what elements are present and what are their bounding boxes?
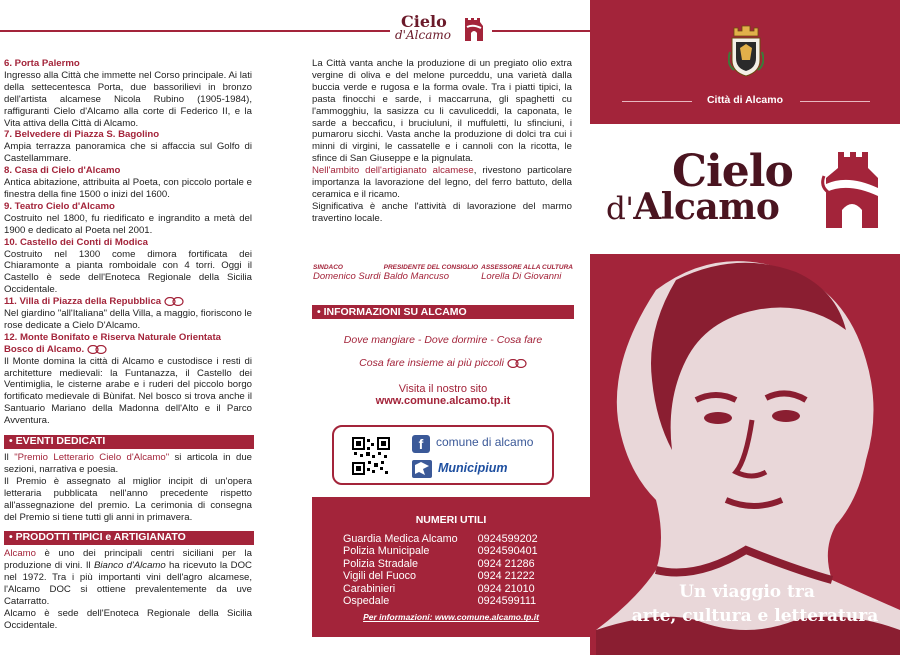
item-text: Costruito nel 1800, fu riedificato e ingrandito a metà del 1900 e dedicato al Poeta nel 2001.	[4, 212, 252, 236]
table-row: Ospedale 0924599111	[343, 595, 537, 608]
cover-tagline-1: Un viaggio tra	[679, 582, 815, 602]
facebook-label[interactable]: comune di alcamo	[436, 435, 534, 449]
itinerary-list	[4, 58, 252, 632]
panel-itinerary	[0, 0, 300, 655]
table-row: Guardia Medica Alcamo 0924599202	[343, 533, 538, 545]
website-callout	[312, 383, 574, 407]
table-row: Carabinieri 0924 21010	[343, 582, 535, 595]
official-council-president: PRESIDENTE DEL CONSIGLIO Baldo Mancuso	[383, 264, 479, 282]
products-text-1: Alcamo è uno dei principali centri siciliani per la produzione di vini. Il Bianco d'Alcamo ha ricevuto la DOC nel 1972. Tra i più importanti vini dell'agro alcamese, l'Alcamo DOC si ottiene prevalentemente da uve Catarratto.	[4, 548, 252, 607]
list-item	[4, 165, 252, 201]
item-title: 8. Casa di Cielo d'Alcamo	[4, 165, 121, 177]
useful-numbers	[312, 497, 590, 637]
panel-info	[300, 0, 590, 655]
officials-row	[313, 264, 573, 282]
link-cosa-fare-piccoli[interactable]: Cosa fare insieme ai più piccoli	[359, 357, 504, 369]
table-row: Vigili del Fuoco 0924 21222	[343, 570, 535, 583]
products-text-2: Alcamo è sede dell'Enoteca Regionale della Sicilia Occidentale.	[4, 607, 252, 631]
theater-masks-icon	[507, 359, 527, 368]
link-dove-mangiare[interactable]: Dove mangiare	[343, 334, 415, 346]
list-item	[4, 201, 252, 237]
numbers-table	[343, 533, 544, 607]
table-row: Polizia Stradale 0924 21286	[343, 557, 535, 570]
link-cosa-fare[interactable]: Cosa fare	[496, 334, 543, 346]
events-text-1: Il "Premio Letterario Cielo d'Alcamo" si articola in due sezioni, narrativa e poesia.	[4, 452, 252, 475]
item-text: Antica abitazione, attribuita al Poeta, con piccolo portale e finestra della fine 1500 o inizi del 1600.	[4, 177, 252, 200]
useful-numbers-title: NUMERI UTILI	[415, 514, 487, 526]
panel-cover	[590, 0, 900, 655]
item-title: 10. Castello dei Conti di Modica	[4, 236, 148, 248]
list-item	[4, 237, 252, 297]
item-text: Costruito nel 1300 come dimora fortificata dei Chiaramonte a pianta romboidale con 4 torri. Oggi il Castello è sede dell'Enoteca Regionale della Sicilia Occidentale.	[4, 248, 252, 296]
marble-paragraph: Significativa è anche l'attività di lavorazione del marmo travertino locale.	[312, 200, 572, 224]
list-item	[4, 296, 252, 332]
theater-masks-icon	[164, 297, 184, 306]
item-text: Il Monte domina la città di Alcamo e custodisce i resti di architetture medievali: la Funtanazza, il Castello dei Ventimiglia, le cisterne arabe e i ruderi del piccolo borgo fortificato medievale di Bùnifat. Nel bosco si trova anche il Santuario Mariano della Madonna dell'Alto e il Parco Avventura.	[4, 355, 252, 427]
events-text-2: Il Premio è assegnato al miglior incipit di un'opera letteraria pubblicata nell'anno precedente rispetto all'assegnazione del premio. La cerimonia di consegna del Premio si tiene tutti gli anni in primavera.	[4, 475, 252, 523]
official-mayor: SINDACO Domenico Surdi	[313, 264, 381, 282]
official-culture-councillor: ASSESSORE ALLA CULTURA Lorella Di Giovanni	[481, 264, 573, 282]
list-item	[4, 332, 252, 427]
cover-tagline-2: arte, cultura e letteratura	[631, 606, 879, 626]
section-heading-events: • EVENTI DEDICATI	[4, 435, 254, 449]
small-logo-line1: Cielo	[401, 12, 447, 31]
item-text: Nel giardino "all'Italiana" della Villa, a maggio, fioriscono le rose dedicate a Cielo D'Alcamo.	[4, 308, 252, 331]
social-box	[332, 425, 554, 485]
section-heading-products: • PRODOTTI TIPICI e ARTIGIANATO	[4, 531, 254, 545]
more-info-link[interactable]: Per informazioni: www.comune.alcamo.tp.it	[363, 612, 539, 623]
city-name: Città di Alcamo	[706, 94, 784, 106]
website-link[interactable]: www.comune.alcamo.tp.it	[375, 395, 511, 407]
municipium-label[interactable]: Municipium	[438, 461, 508, 475]
table-row: Polizia Municipale 0924590401	[343, 545, 538, 558]
link-dove-dormire[interactable]: Dove dormire	[424, 334, 488, 346]
prize-name: "Premio Letterario Cielo d'Alcamo"	[14, 452, 170, 463]
cover-title-line2: d'Alcamo	[606, 186, 780, 228]
item-title: 12. Monte Bonifato e Riserva Naturale Orientata Bosco di Alcamo.	[4, 331, 221, 355]
item-text: Ampia terrazza panoramica che si affaccia sul Golfo di Castellammare.	[4, 141, 252, 165]
item-text: Ingresso alla Città che immette nel Corso principale. Ai lati della settecentesca Porta, due bassorilievi in bronzo dell'artista alcamese Nicola Rubino (1905-1984), raffiguranti Cielo d'Alcamo alla corte di Federico II, e la Vita attiva della Città di Alcamo.	[4, 69, 252, 129]
item-title: 7. Belvedere di Piazza S. Bagolino	[4, 129, 160, 141]
info-links: Dove mangiare - Dove dormire - Cosa fare	[343, 334, 543, 346]
section-heading-info: • INFORMAZIONI SU ALCAMO	[312, 305, 574, 319]
city-crest-icon	[728, 22, 764, 78]
item-title: 11. Villa di Piazza della Repubblica	[4, 296, 162, 308]
theater-masks-icon	[87, 345, 107, 354]
small-logo-line2: d'Alcamo	[395, 28, 451, 42]
list-item	[4, 129, 252, 165]
crafts-paragraph: Nell'ambito dell'artigianato alcamese, rivestono particolare importanza la lavorazione del legno, del ferro battuto, della ceramica e il ricamo.	[312, 165, 572, 200]
qr-code-icon[interactable]	[352, 437, 390, 475]
food-paragraph: La Città vanta anche la produzione di un pregiato olio extra vergine di oliva e del melone purceddu, una varietà dalla buccia verde e rugosa e la forma ovale. Tra i piatti tipici, la pasta finocchi e sarde, i maccarruna, gli spaghetti cu l'ammogghiu, la sasizza cu li cavuliceddi, la caponata, le sarde a beccaficu, i bruciuluni, il muffuletti, lu sfinciuni, i pumaroru sicchi. Vasta anche la produzione di dolci tra cui i minni di virgini, le cassatelle e i cannoli con la ricotta, le sfince di San Giuseppe e la pignulata.	[312, 58, 572, 165]
item-title: 9. Teatro Cielo d'Alcamo	[4, 200, 115, 212]
tower-logo-icon	[818, 146, 886, 230]
item-title: 6. Porta Palermo	[4, 58, 80, 69]
facebook-icon[interactable]: f	[412, 435, 430, 453]
cover-title-line1: Cielo	[672, 146, 793, 197]
list-item	[4, 58, 252, 129]
products-continued	[312, 58, 572, 225]
municipium-icon[interactable]	[412, 460, 432, 478]
visit-label: Visita il nostro sito	[398, 383, 488, 395]
